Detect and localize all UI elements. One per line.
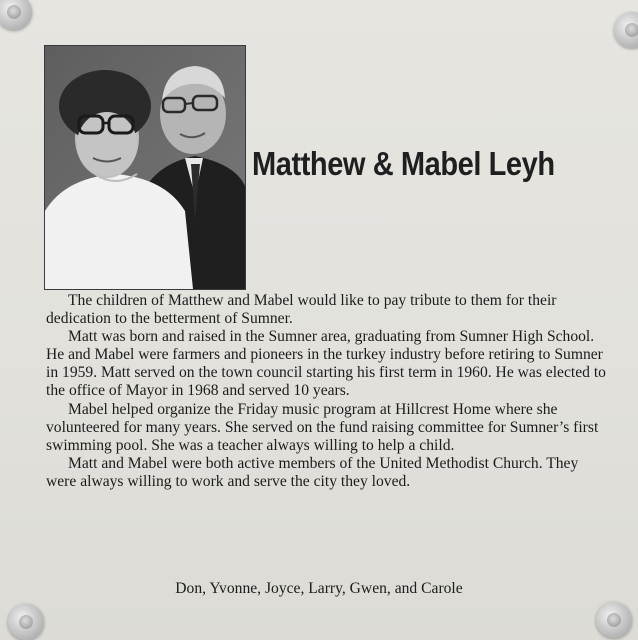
paragraph-church: Matt and Mabel were both active members of the United Methodist Church. They were always willing to work and serve the city they loved. xyxy=(46,454,579,490)
tribute-text xyxy=(46,292,606,491)
paragraph-matt: Matt was born and raised in the Sumner area, graduating from Sumner High School. He and Mabel were farmers and pioneers in the turkey industry before retiring to Sumner in 1959. Matt served on the town council starting his first term in 1960. He was elected to the office of Mayor in 1968 and served 10 years. xyxy=(46,328,606,400)
family-signature: Don, Yvonne, Joyce, Larry, Gwen, and Carole xyxy=(175,580,463,597)
mounting-screw-bottom-left xyxy=(8,604,44,640)
mounting-screw-bottom-right xyxy=(596,602,632,638)
paragraph-mabel: Mabel helped organize the Friday music program at Hillcrest Home where she volunteered for many years. She served on the fund raising committee for Sumner’s first swimming pool. She was a teacher always willing to help a child. xyxy=(46,400,599,454)
mounting-screw-top-right xyxy=(614,12,638,48)
paragraph-tribute: The children of Matthew and Mabel would like to pay tribute to them for their dedication to the betterment of Sumner. xyxy=(46,292,557,328)
portrait-photo xyxy=(44,45,246,290)
couple-portrait-image xyxy=(45,46,245,289)
mounting-screw-top-left xyxy=(0,0,32,30)
plaque-title: Matthew & Mabel Leyh xyxy=(252,145,555,182)
